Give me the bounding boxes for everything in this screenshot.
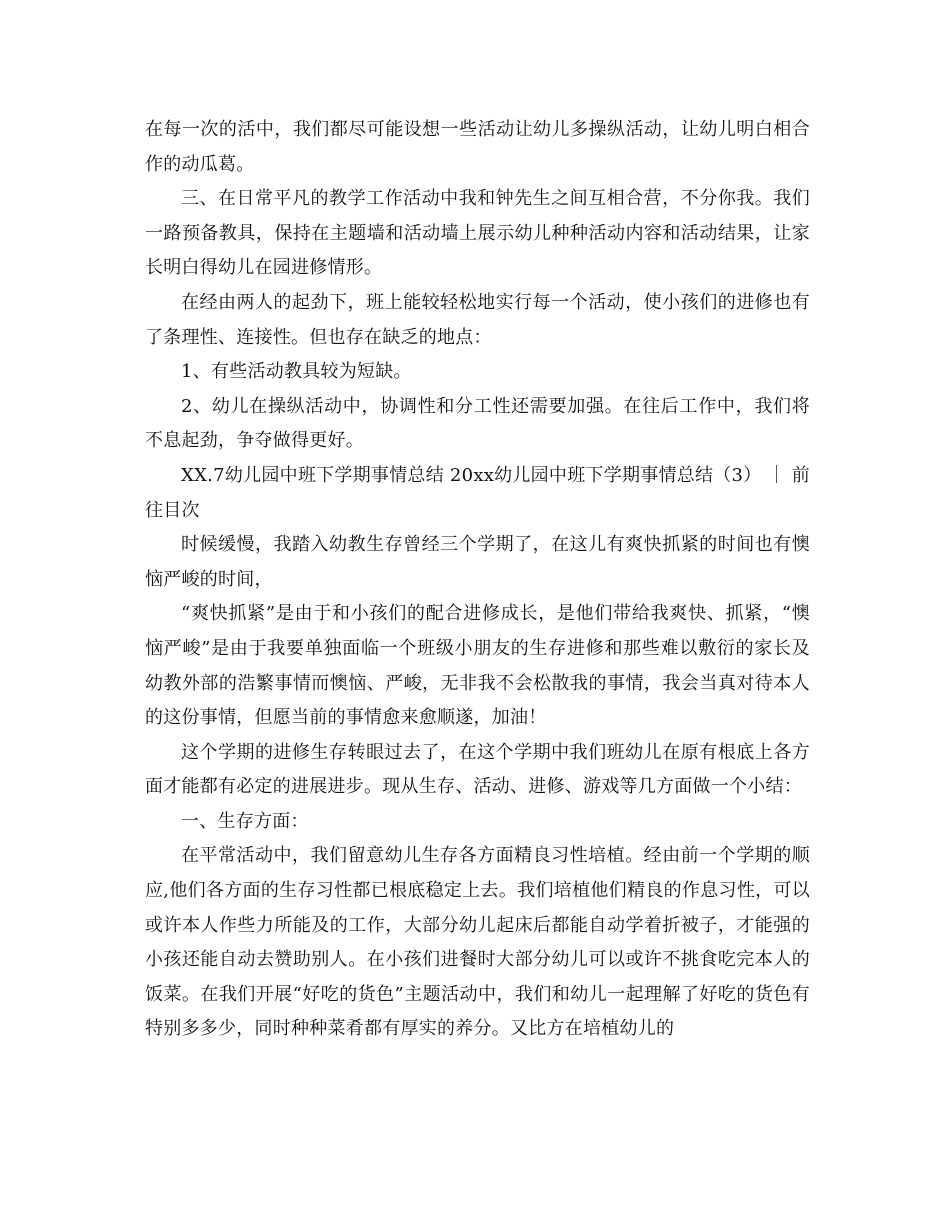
paragraph: 三、在日常平凡的教学工作活动中我和钟先生之间互相合营，不分你我。我们一路预备教具，保持在主题墙和活动墙上展示幼儿种种活动内容和活动结果，让家长明白得幼儿在园进修情形。 bbox=[145, 188, 810, 279]
paragraph: 在经由两人的起劲下，班上能较轻松地实行每一个活动，使小孩们的进修也有了条理性、连接性。但也存在缺乏的地点： bbox=[145, 291, 810, 348]
section-heading: XX.7幼儿园中班下学期事情总结 20xx幼儿园中班下学期事情总结（3） ｜ 前往目次 bbox=[145, 464, 810, 521]
paragraph: 时候缓慢，我踏入幼教生存曾经三个学期了，在这儿有爽快抓紧的时间也有懊恼严峻的时间， bbox=[145, 534, 810, 590]
paragraph: 在每一次的活中，我们都尽可能设想一些活动让幼儿多操纵活动，让幼儿明白相合作的动瓜葛。 bbox=[145, 119, 810, 175]
paragraph: “爽快抓紧”是由于和小孩们的配合进修成长，是他们带给我爽快、抓紧，“懊恼严峻”是由于我要单独面临一个班级小朋友的生存进修和那些难以敷衍的家长及幼教外部的浩繁事情而懊恼、严峻，无非我不会松散我的事情，我会当真对待本人的这份事情，但愿当前的事情愈来愈顺遂，加油！ bbox=[145, 603, 810, 729]
document-body bbox=[145, 113, 810, 1047]
paragraph: 这个学期的进修生存转眼过去了，在这个学期中我们班幼儿在原有根底上各方面才能都有必定的进展进步。现从生存、活动、进修、游戏等几方面做一个小结： bbox=[145, 741, 810, 798]
paragraph: 2、幼儿在操纵活动中，协调性和分工性还需要加强。在往后工作中，我们将不息起劲，争夺做得更好。 bbox=[145, 395, 810, 452]
paragraph: 1、有些活动教具较为短缺。 bbox=[181, 361, 412, 383]
subsection-heading: 一、生存方面： bbox=[181, 810, 309, 832]
paragraph: 在平常活动中，我们留意幼儿生存各方面精良习性培植。经由前一个学期的顺应,他们各方面的生存习性都已根底稳定上去。我们培植他们精良的作息习性，可以或许本人作些力所能及的工作，大部分幼儿起床后都能自动学着折被子，才能强的小孩还能自动去赞助别人。在小孩们进餐时大部分幼儿可以或许不挑食吃完本人的饭菜。在我们开展“好吃的货色”主题活动中，我们和幼儿一起理解了好吃的货色有特别多多少，同时种种菜肴都有厚实的养分。又比方在培植幼儿的 bbox=[145, 845, 810, 1040]
